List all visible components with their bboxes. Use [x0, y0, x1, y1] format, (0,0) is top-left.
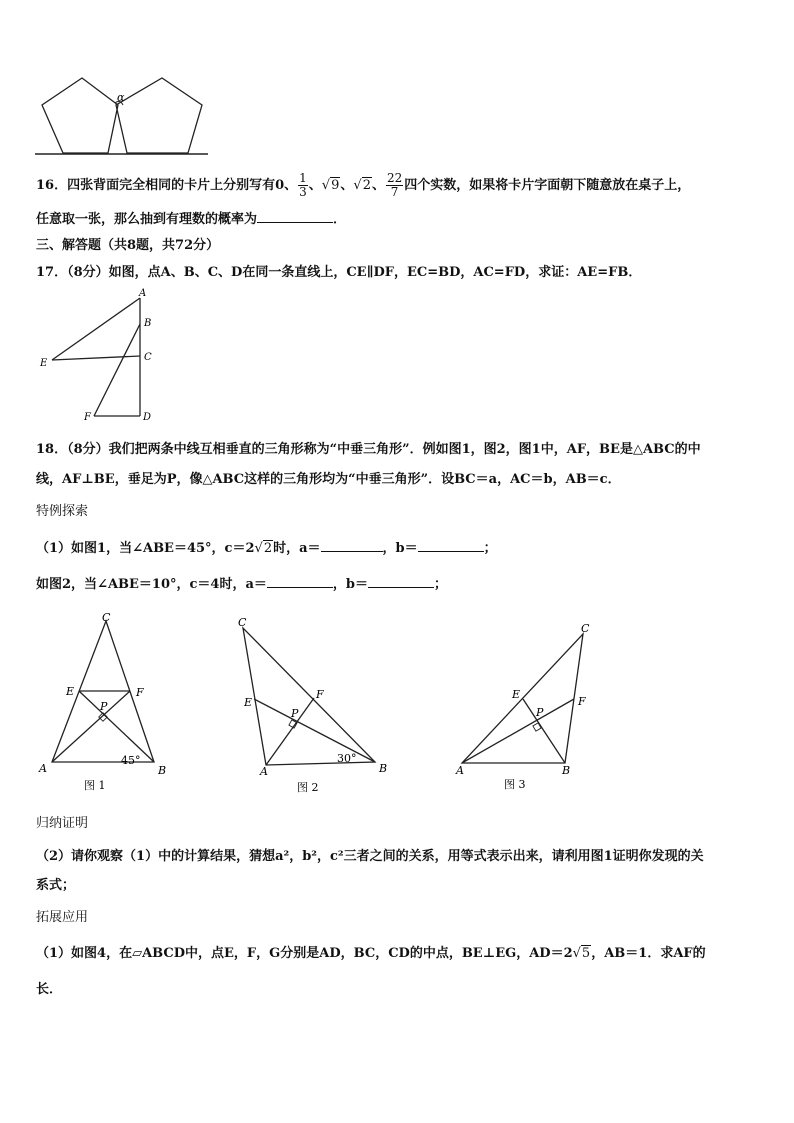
q18-part2-cont: 系式；	[36, 878, 76, 893]
q18-figures	[30, 604, 770, 800]
point-E: E	[40, 358, 48, 369]
answer-blank-a1	[321, 539, 383, 552]
q18-line1: 18．（8分）我们把两条中线互相垂直的三角形称为“中垂三角形”．例如图1，图2，图1中，AF，BE是△ABC的中	[36, 442, 701, 457]
q18-part3-cont: 长．	[36, 982, 63, 997]
fig1-P: P	[100, 700, 108, 713]
point-F: F	[84, 412, 91, 423]
fig3-F: F	[578, 695, 586, 708]
fig3-C: C	[581, 622, 590, 635]
fig3-A: A	[456, 764, 464, 777]
fig1-angle: 45°	[121, 754, 141, 767]
answer-blank	[257, 210, 333, 223]
fig2-F: F	[316, 688, 324, 701]
fig2-A: A	[260, 765, 268, 778]
point-D: D	[143, 412, 152, 423]
point-A: A	[139, 288, 147, 299]
heading-special-case: 特例探索	[36, 504, 89, 519]
fig1-E: E	[66, 685, 75, 698]
fig2-caption: 图 2	[297, 781, 319, 794]
fig1-caption: 图 1	[84, 779, 106, 792]
q18-part3: （1）如图4，在▱ABCD中，点E，F，G分别是AD，BC，CD的中点，BE⊥EG，AD＝2√5，AB＝1．求AF的	[36, 946, 706, 961]
q17-text: 17．（8分）如图，点A、B、C、D在同一条直线上，CE∥DF，EC=BD，AC=FD，求证：AE=FB．	[36, 265, 642, 280]
fig1-A: A	[39, 762, 47, 775]
fig3-caption: 图 3	[504, 778, 526, 791]
answer-blank-a2	[267, 575, 333, 588]
q18-part1: （1）如图1，当∠ABE＝45°，c＝2√2时，a＝ ，b＝ ；	[36, 541, 497, 556]
fraction-one-third: $\frac{1}{3}$	[299, 171, 307, 199]
heading-proof: 归纳证明	[36, 816, 89, 831]
q16-line1: 16．四张背面完全相同的卡片上分别写有0、 $\frac{1}{3}$ 、√9、√2、 $\frac{22}{7}$ 四个实数，如果将卡片字面朝下随意放在桌子上，	[36, 171, 691, 199]
fig3-B: B	[562, 764, 571, 777]
q17-figure	[36, 286, 166, 426]
figure-1	[38, 611, 166, 792]
q16-line2: 任意取一张，那么抽到有理数的概率为 ．	[36, 212, 347, 227]
fig2-C: C	[238, 616, 247, 629]
q18-part1-fig2: 如图2，当∠ABE＝10°，c＝4时，a＝ ，b＝ ；	[36, 577, 448, 592]
q18-part2: （2）请你观察（1）中的计算结果，猜想a²，b²，c²三者之间的关系，用等式表示出来，请利用图1证明你发现的关	[36, 849, 704, 864]
fraction-22-7: $\frac{22}{7}$	[386, 171, 403, 199]
point-C: C	[144, 352, 152, 363]
fig2-B: B	[379, 762, 388, 775]
pentagons-figure	[30, 65, 220, 160]
q18-line2: 线，AF⊥BE，垂足为P，像△ABC这样的三角形均为“中垂三角形”．设BC＝a，AC＝b，AB＝c．	[36, 472, 621, 487]
answer-blank-b1	[418, 539, 484, 552]
fig2-P: P	[291, 707, 299, 720]
fig2-angle: 30°	[337, 752, 357, 765]
fig3-E: E	[512, 688, 521, 701]
sqrt-9: √9	[321, 178, 340, 193]
fig1-F: F	[136, 686, 144, 699]
figure-2	[238, 616, 387, 794]
answer-blank-b2	[368, 575, 434, 588]
fig2-E: E	[244, 696, 253, 709]
point-B: B	[144, 318, 152, 329]
fig1-C: C	[102, 611, 111, 624]
fig3-P: P	[536, 706, 544, 719]
heading-application: 拓展应用	[36, 910, 89, 925]
sqrt-2: √2	[353, 178, 371, 193]
figure-3	[455, 622, 590, 791]
section-title: 三、解答题（共8题，共72分）	[36, 238, 220, 253]
fig1-B: B	[158, 764, 167, 777]
alpha-label: α	[117, 91, 125, 104]
